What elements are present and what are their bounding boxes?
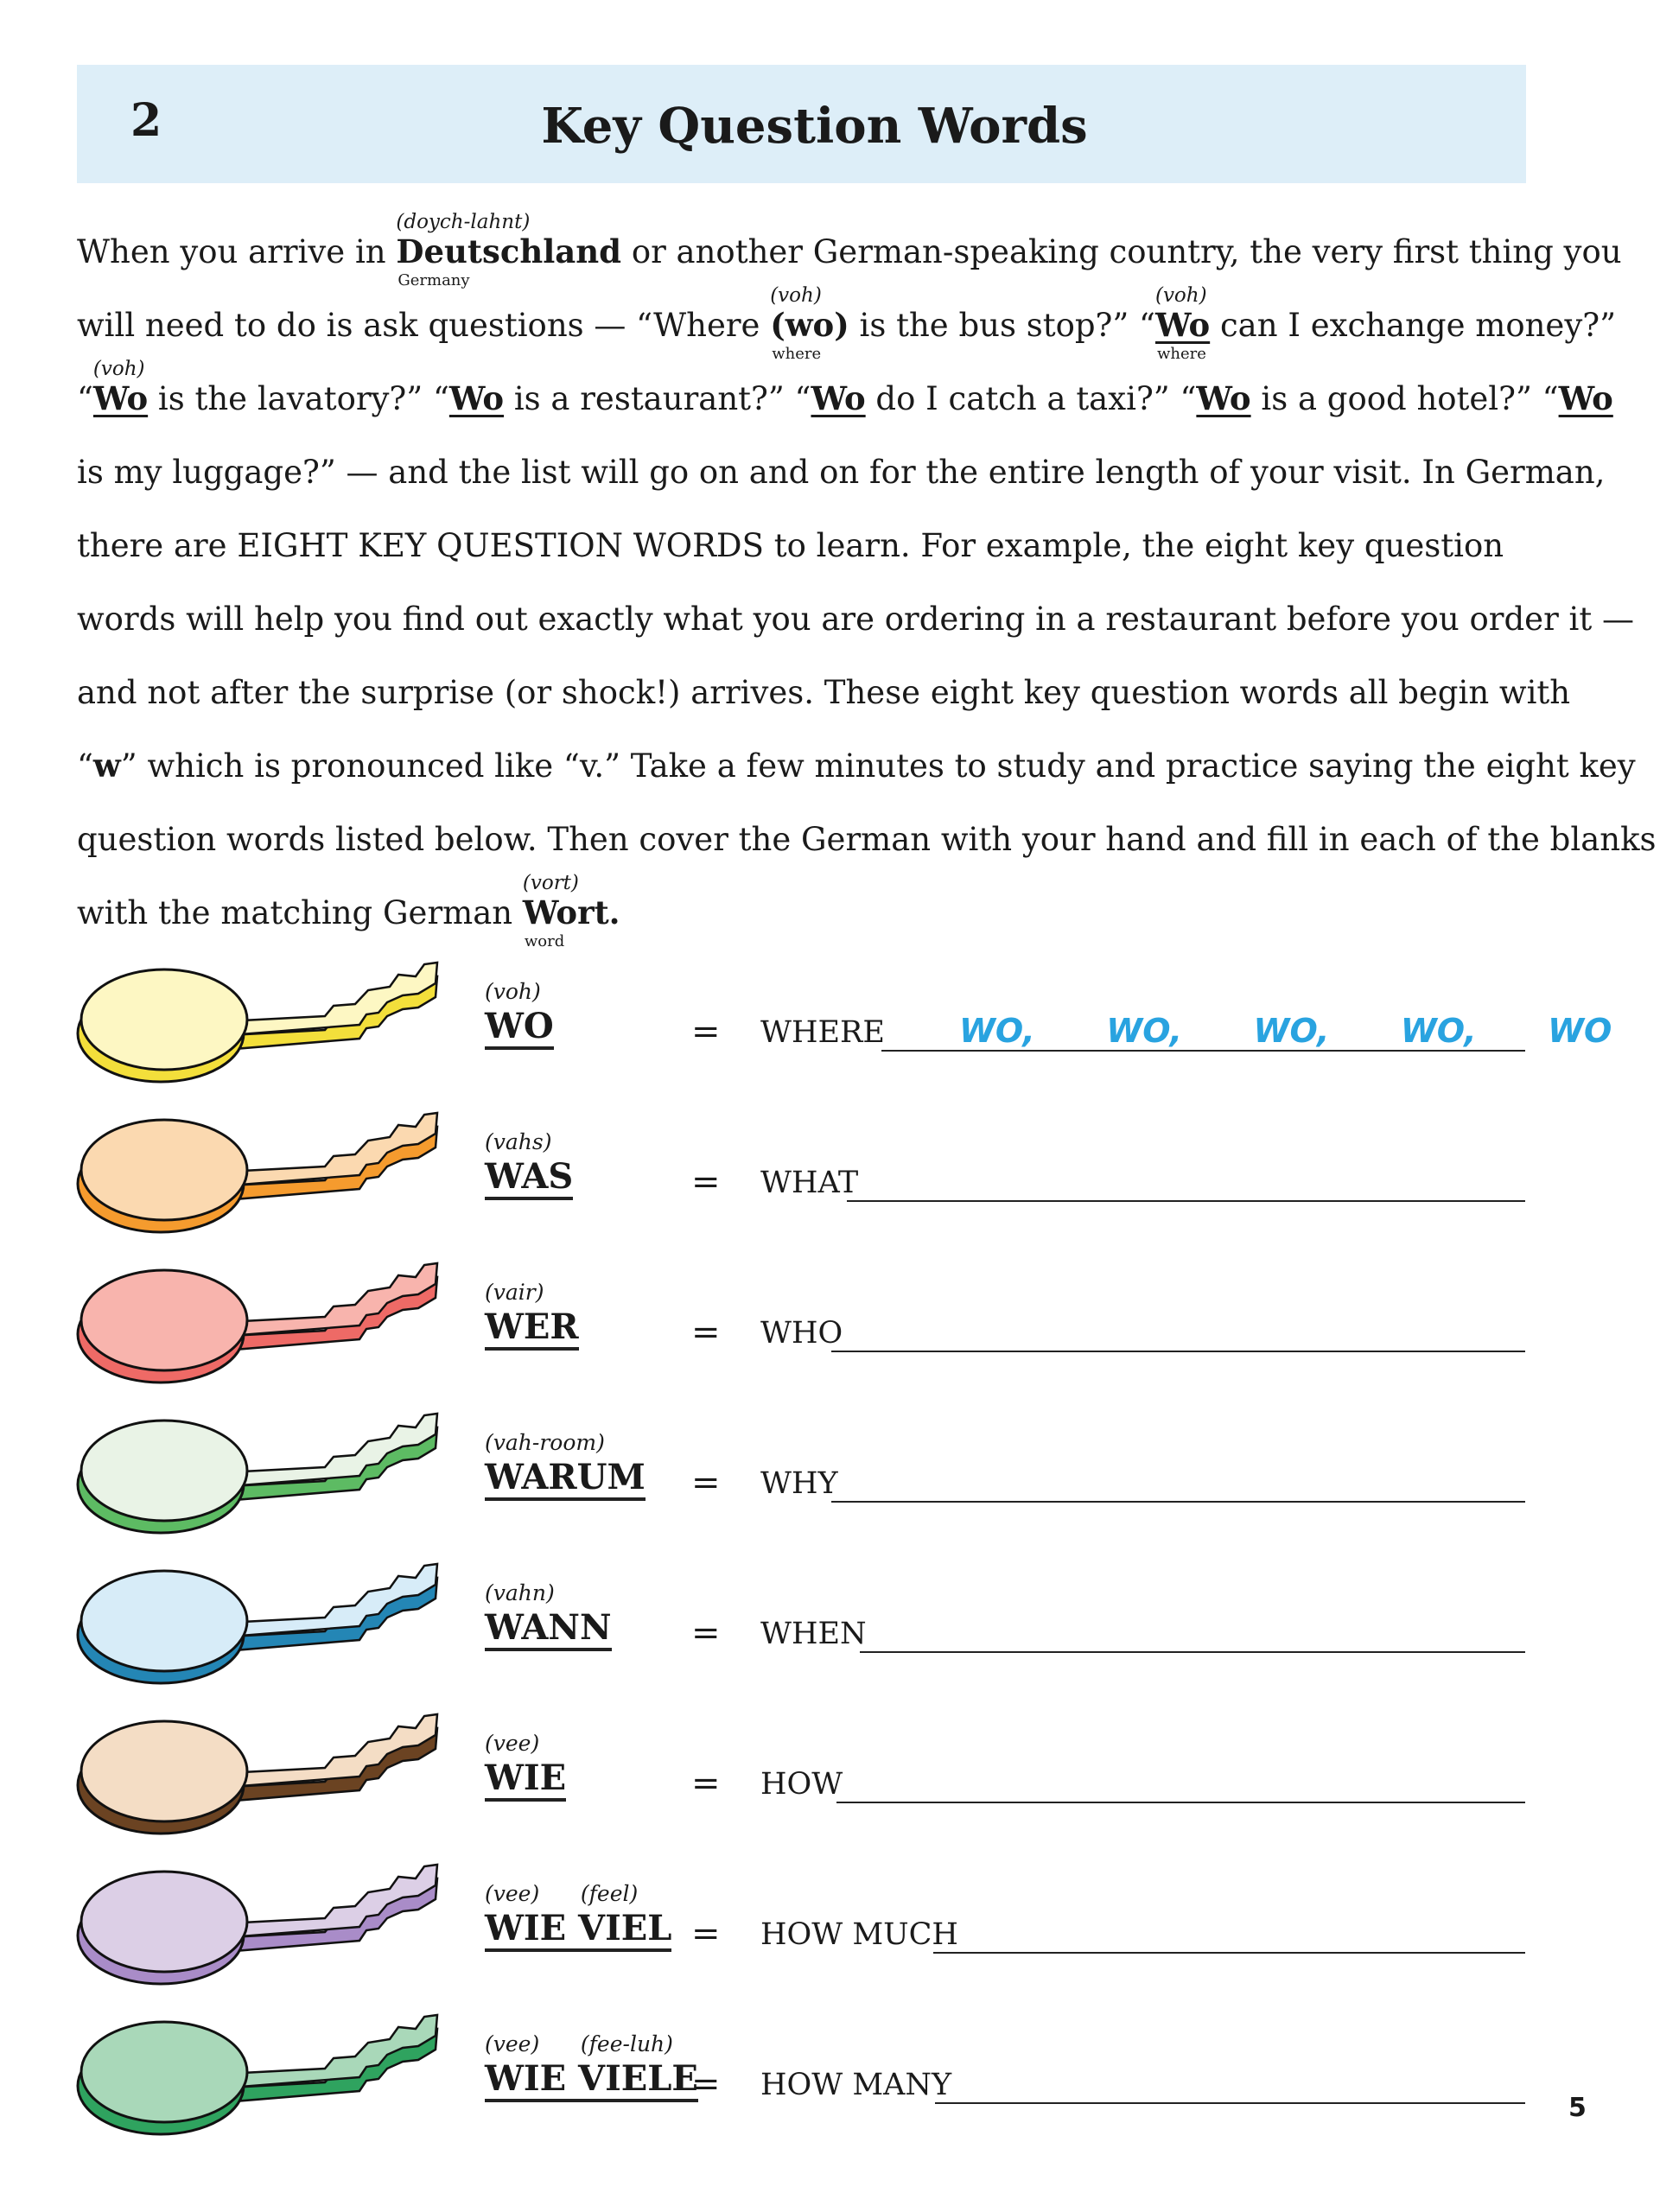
key-icon — [74, 1410, 455, 1540]
equals-sign: = — [691, 1012, 721, 1052]
pronunciation: (vahs) — [485, 1129, 552, 1154]
english-word: WHEN — [760, 1617, 867, 1651]
english-word: HOW MANY — [760, 2068, 952, 2102]
pronunciation: (voh) — [485, 979, 541, 1004]
german-word: WARUM — [485, 1459, 646, 1501]
page-title: Key Question Words — [541, 98, 1088, 155]
key-icon — [74, 1861, 455, 1991]
pronunciation: (vahn) — [485, 1580, 555, 1605]
key-icon — [74, 959, 455, 1089]
pronunciation: (vair) — [485, 1280, 544, 1305]
english-word: WHAT — [760, 1166, 859, 1200]
vocab-wort: (vort) Wort. word — [522, 872, 620, 950]
english-word: HOW MUCH — [760, 1917, 958, 1952]
key-icon — [74, 1560, 455, 1690]
pronunciation: (vah-room) — [485, 1430, 605, 1455]
english-word: WHERE — [760, 1015, 885, 1050]
german-word: WIE — [485, 1760, 566, 1802]
intro-line-4: is my luggage?” — and the list will go on and on for the entire length of your visit. In German, — [77, 454, 1606, 491]
equals-sign: = — [691, 1313, 721, 1352]
answer-blank[interactable] — [831, 1501, 1525, 1503]
equals-sign: = — [691, 1613, 721, 1653]
intro-line-2: will need to do is ask questions — “Where (voh) (wo) where is the bus stop?” “ (voh) Wo where can I exchange money?” — [77, 284, 1616, 363]
answer-blank[interactable] — [836, 1802, 1525, 1803]
english-word: HOW — [760, 1767, 843, 1802]
equals-sign: = — [691, 2064, 721, 2104]
answer-blank[interactable] — [881, 1050, 1525, 1052]
answer-blank[interactable] — [933, 1952, 1525, 1954]
german-word: WAS — [485, 1159, 573, 1200]
intro-line-3: “ (voh) Wo is the lavatory?” “Wo is a restaurant?” “Wo do I catch a taxi?” “Wo is a good hotel?” “Wo — [77, 358, 1613, 417]
key-icon — [74, 1711, 455, 1840]
german-word: WIE VIEL — [485, 1910, 671, 1952]
intro-line-1: When you arrive in (doych-lahnt) Deutschland Germany or another German-speaking country, the very first thing you — [77, 211, 1622, 289]
key-icon — [74, 1109, 455, 1239]
key-icon — [74, 1260, 455, 1389]
pronunciation: (vee) — [485, 1731, 540, 1756]
pronunciation: (vee) (feel) — [485, 1881, 639, 1906]
answer-blank[interactable] — [935, 2102, 1525, 2104]
answer-blank[interactable] — [847, 1200, 1525, 1202]
equals-sign: = — [691, 1764, 721, 1803]
intro-line-10: with the matching German (vort) Wort. word — [77, 872, 620, 950]
pronunciation: (vee) (fee-luh) — [485, 2031, 673, 2056]
intro-line-7: and not after the surprise (or shock!) arrives. These eight key question words all begin with — [77, 674, 1571, 711]
answer-blank[interactable] — [860, 1651, 1525, 1653]
equals-sign: = — [691, 1162, 721, 1202]
intro-line-8: “w” which is pronounced like “v.” Take a few minutes to study and practice saying the eight key — [77, 747, 1636, 785]
answer-blank[interactable] — [831, 1351, 1525, 1352]
equals-sign: = — [691, 1914, 721, 1954]
chapter-number: 2 — [130, 94, 162, 147]
chapter-header — [77, 65, 1526, 183]
vocab-deutschland: (doych-lahnt) Deutschland Germany — [396, 211, 622, 289]
handwritten-answer: WO, WO, WO, WO, WO — [959, 1012, 1612, 1050]
intro-line-5: there are EIGHT KEY QUESTION WORDS to learn. For example, the eight key question — [77, 527, 1504, 564]
vocab-wo: (voh) Wo — [92, 358, 149, 417]
page-number: 5 — [1568, 2093, 1587, 2123]
vocab-wo: (voh) Wo where — [1154, 284, 1211, 363]
equals-sign: = — [691, 1463, 721, 1503]
key-icon — [74, 2012, 455, 2141]
german-word: WIE VIELE — [485, 2061, 698, 2102]
german-word: WER — [485, 1309, 579, 1351]
intro-line-9: question words listed below. Then cover the German with your hand and fill in each of the blanks — [77, 821, 1657, 858]
intro-line-6: words will help you find out exactly what you are ordering in a restaurant before you order it — — [77, 601, 1634, 638]
english-word: WHO — [760, 1316, 843, 1351]
german-word: WANN — [485, 1610, 612, 1651]
german-word: WO — [485, 1008, 554, 1050]
vocab-wo: (voh) (wo) where — [770, 284, 849, 363]
english-word: WHY — [760, 1466, 838, 1501]
